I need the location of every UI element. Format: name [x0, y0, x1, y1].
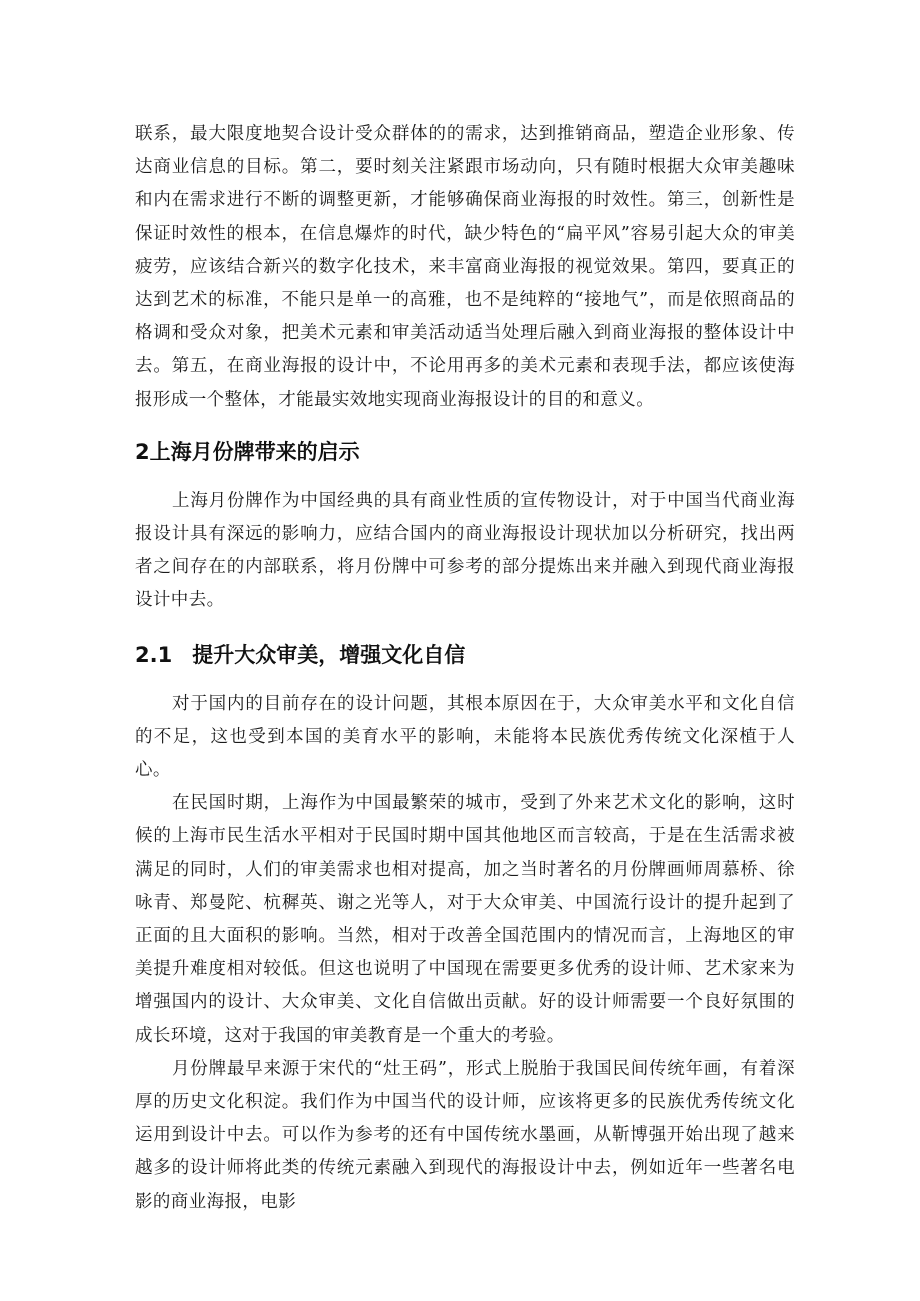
- section-2-1-paragraph-2: 在民国时期，上海作为中国最繁荣的城市，受到了外来艺术文化的影响，这时候的上海市民生活水平相对于民国时期中国其他地区而言较高，于是在生活需求被满足的同时，人们的审美需求也相对提高，加之当时著名的月份牌画师周慕桥、徐咏青、郑曼陀、杭穉英、谢之光等人，对于大众审美、中国流行设计的提升起到了正面的且大面积的影响。当然，相对于改善全国范围内的情况而言，上海地区的审美提升难度相对较低。但这也说明了中国现在需要更多优秀的设计师、艺术家来为增强国内的设计、大众审美、文化自信做出贡献。好的设计师需要一个良好氛围的成长环境，这对于我国的审美教育是一个重大的考验。: [135, 793, 795, 1046]
- section-2-1-title: 提升大众审美，增强文化自信: [192, 642, 466, 667]
- section-2-1-heading: [135, 640, 795, 670]
- section-2-paragraph: 上海月份牌作为中国经典的具有商业性质的宣传物设计，对于中国当代商业海报设计具有深远的影响力，应结合国内的商业海报设计现状加以分析研究，找出两者之间存在的内部联系，将月份牌中可参考的部分提炼出来并融入到现代商业海报设计中去。: [135, 490, 795, 611]
- section-2-1-number: 2.1: [135, 642, 173, 667]
- section-2-number: 2: [135, 439, 150, 464]
- section-2-heading: [135, 437, 795, 467]
- intro-paragraph: 联系，最大限度地契合设计受众群体的的需求，达到推销商品，塑造企业形象、传达商业信息的目标。第二，要时刻关注紧跟市场动向，只有随时根据大众审美趣味和内在需求进行不断的调整更新，才能够确保商业海报的时效性。第三，创新性是保证时效性的根本，在信息爆炸的时代，缺少特色的“扁平风”容易引起大众的审美疲劳，应该结合新兴的数字化技术，来丰富商业海报的视觉效果。第四，要真正的达到艺术的标准，不能只是单一的高雅，也不是纯粹的“接地气”，而是依照商品的格调和受众对象，把美术元素和审美活动适当处理后融入到商业海报的整体设计中去。第五，在商业海报的设计中，不论用再多的美术元素和表现手法，都应该使海报形成一个整体，才能最实效地实现商业海报设计的目的和意义。: [135, 124, 795, 410]
- section-2-1-paragraph-1: 对于国内的目前存在的设计问题，其根本原因在于，大众审美水平和文化自信的不足，这也受到本国的美育水平的影响，未能将本民族优秀传统文化深植于人心。: [135, 693, 795, 781]
- section-2-1-paragraph-3: 月份牌最早来源于宋代的“灶王码”，形式上脱胎于我国民间传统年画，有着深厚的历史文化积淀。我们作为中国当代的设计师，应该将更多的民族优秀传统文化运用到设计中去。可以作为参考的还有中国传统水墨画，从靳博强开始出现了越来越多的设计师将此类的传统元素融入到现代的海报设计中去，例如近年一些著名电影的商业海报，电影: [135, 1058, 795, 1212]
- section-2-title: 上海月份牌带来的启示: [149, 439, 360, 464]
- document-body: [135, 118, 795, 1219]
